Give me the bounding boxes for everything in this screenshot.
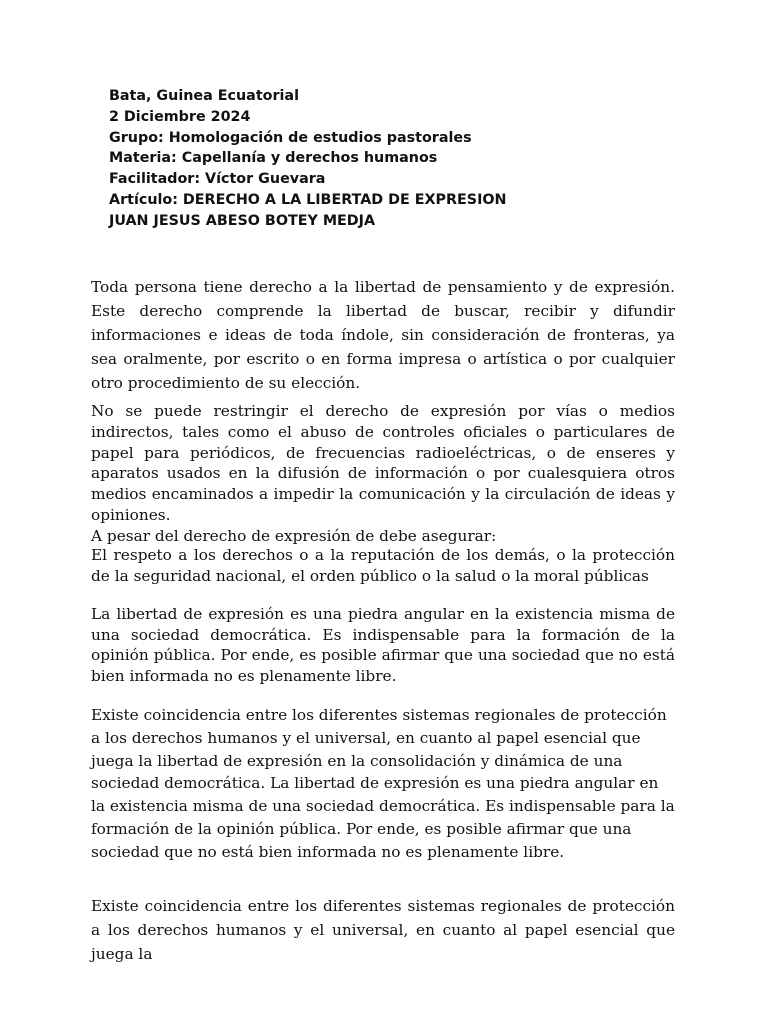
header-subject: Materia: Capellanía y derechos humanos xyxy=(109,150,438,167)
paragraph-indirect-restrictions xyxy=(91,401,675,547)
paragraph-regional-systems: Existe coincidencia entre los diferentes sistemas regionales de protección a los derechos humanos y el universal, en cuanto al papel esencial que juega la libertad de expresión en la consolidación y dinámica de una sociedad democrática. La libertad de expresión es una piedra angular en la existencia misma de una sociedad democrática. Es indispensable para la formación de la opinión pública. Por ende, es posible afirmar que una sociedad que no está bien informada no es plenamente libre. xyxy=(91,706,675,861)
paragraph-regional-systems-repeat: Existe coincidencia entre los diferentes sistemas regionales de protección a los derechos humanos y el universal, en cuanto al papel esencial que juega la xyxy=(91,897,675,963)
paragraph-indirect-restrictions-text: No se puede restringir el derecho de expresión por vías o medios indirectos, tales como el abuso de controles oficiales o particulares de papel para periódicos, de frecuencias radioeléctricas, o de enseres y aparatos usados en la difusión de información o por cualesquiera otros medios encaminados a impedir la comunicación y la circulación de ideas y opiniones. xyxy=(91,402,675,524)
document-header xyxy=(109,86,709,232)
header-group: Grupo: Homologación de estudios pastorales xyxy=(109,129,472,146)
paragraph-must-ensure: A pesar del derecho de expresión de debe asegurar: xyxy=(91,526,497,545)
paragraph-freedom-of-thought: Toda persona tiene derecho a la libertad de pensamiento y de expresión. Este derecho comprende la libertad de buscar, recibir y difundir informaciones e ideas de toda índole, sin consideración de fronteras, ya sea oralmente, por escrito o en forma impresa o artística o por cualquier otro procedimiento de su elección. xyxy=(91,278,675,393)
header-author: JUAN JESUS ABESO BOTEY MEDJA xyxy=(109,212,376,229)
header-date: 2 Diciembre 2024 xyxy=(109,108,251,125)
header-facilitator: Facilitador: Víctor Guevara xyxy=(109,171,326,188)
header-article: Artículo: DERECHO A LA LIBERTAD DE EXPRESION xyxy=(109,191,507,208)
paragraph-respect-rights: El respeto a los derechos o a la reputación de los demás, o la protección de la seguridad nacional, el orden público o la salud o la moral públicas xyxy=(91,546,675,585)
paragraph-cornerstone: La libertad de expresión es una piedra angular en la existencia misma de una sociedad democrática. Es indispensable para la formación de la opinión pública. Por ende, es posible afirmar que una sociedad que no está bien informada no es plenamente libre. xyxy=(91,605,675,686)
header-location: Bata, Guinea Ecuatorial xyxy=(109,88,299,104)
